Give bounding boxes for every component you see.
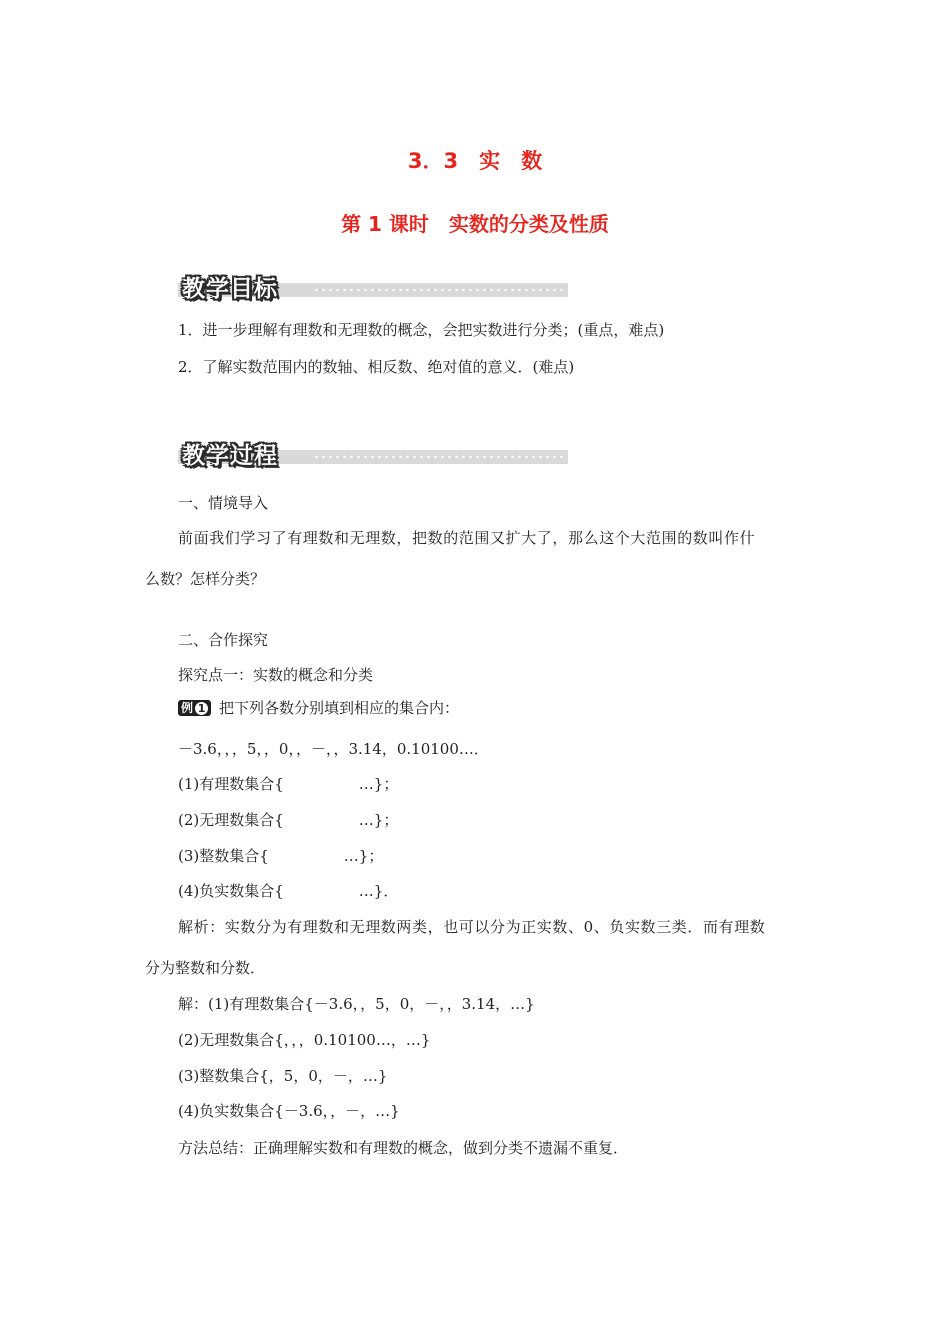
example-badge-label: 例 (181, 701, 194, 715)
question-4: (4)负实数集合{ …}． (178, 882, 399, 900)
example-badge-number: 1 (195, 702, 208, 715)
solution-2: (2)无理数集合{，，，0.10100…，…} (178, 1031, 431, 1049)
part1-heading: 一、情境导入 (178, 494, 269, 512)
example-line (178, 698, 459, 718)
question-1: (1)有理数集合{ …}； (178, 775, 399, 793)
solution-3: (3)整数集合{，5，0，－，…} (178, 1067, 388, 1085)
solution-4: (4)负实数集合{－3.6，，－，…} (178, 1102, 400, 1120)
goal-item-2: 2．了解实数范围内的数轴、相反数、绝对值的意义．(难点) (178, 358, 575, 376)
method-summary: 方法总结：正确理解实数和有理数的概念，做到分类不遗漏不重复． (178, 1139, 629, 1157)
section-header-process (178, 437, 570, 469)
sub-title: 第 1 课时 实数的分类及性质 (341, 212, 609, 236)
section-header-label: 教学目标 (182, 276, 278, 302)
part1-text-line2: 么数？怎样分类？ (145, 570, 266, 588)
section-header-label: 教学过程 (182, 443, 278, 469)
part2-heading: 二、合作探究 (178, 631, 269, 649)
section-header-dots (313, 455, 563, 459)
solution-1: 解：(1)有理数集合{－3.6，，5，0，－，，3.14，…} (178, 995, 535, 1013)
analysis-line1: 解析：实数分为有理数和无理数两类，也可以分为正实数、0、负实数三类．而有理数 (178, 918, 766, 936)
part1-text-line1: 前面我们学习了有理数和无理数，把数的范围又扩大了，那么这个大范围的数叫作什 (178, 529, 756, 547)
numbers-line: －3.6，，，5，，0，，－，，3.14，0.10100…． (178, 740, 489, 758)
goal-item-1: 1．进一步理解有理数和无理数的概念，会把实数进行分类；(重点，难点) (178, 321, 665, 339)
example-text: 把下列各数分别填到相应的集合内： (219, 699, 460, 717)
example-badge (178, 700, 211, 716)
question-2: (2)无理数集合{ …}； (178, 811, 399, 829)
main-title: 3．3 实 数 (407, 149, 543, 173)
question-3: (3)整数集合{ …}； (178, 847, 384, 865)
section-header-dots (313, 288, 563, 292)
explore-point: 探究点一：实数的概念和分类 (178, 666, 374, 684)
analysis-line2: 分为整数和分数． (145, 959, 266, 977)
section-header-goals (178, 270, 570, 302)
